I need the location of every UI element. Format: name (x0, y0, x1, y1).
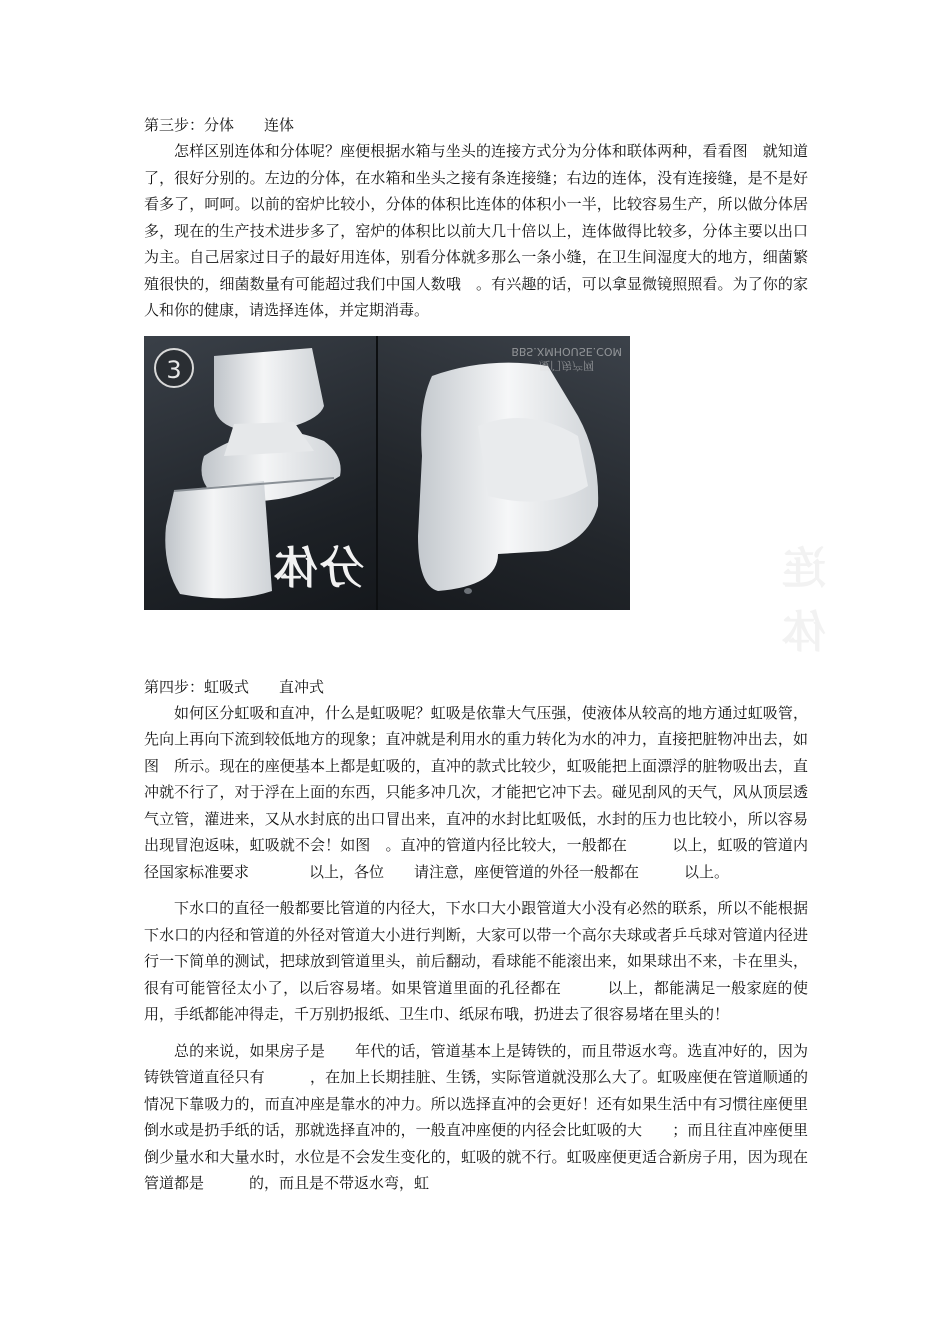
section4-paragraph-1: 如何区分虹吸和直冲，什么是虹吸呢？虹吸是依靠大气压强，使液体从较高的地方通过虹吸管，先向上再向下流到较低地方的现象；直冲就是利用水的重力转化为水的冲力，直接把脏物冲出去，如图 所示。现在的座便基本上都是虹吸的，直冲的款式比较少，虹吸能把上面漂浮的脏物吸出去，直冲就不行了，对于浮在上面的东西，只能多冲几次，才能把它冲下去。碰见刮风的天气，风从顶层透气立管，灌进来，又从水封底的出口冒出来，直冲的水封比虹吸低，水封的压力也比较小，所以容易出现冒泡返味，虹吸就不会！如图 。直冲的管道内径比较大，一般都在 以上，虹吸的管道内径国家标准要求 以上，各位 请注意，座便管道的外径一般都在 以上。 (144, 703, 808, 881)
step-number-badge: 3 (154, 348, 194, 388)
document-page (144, 112, 826, 1197)
split-label: 分体 (272, 542, 364, 594)
site-watermark (511, 344, 622, 372)
watermark-line-1: 厦门房产网 (539, 358, 595, 372)
section3-heading: 第三步：分体 连体 (144, 116, 295, 134)
paragraph-gap (144, 1028, 808, 1038)
one-piece-label: 连体 (780, 542, 826, 658)
paragraph-gap (144, 885, 808, 895)
section-spacer (144, 610, 808, 674)
section4-paragraph-2: 下水口的直径一般都要比管道的内径大，下水口大小跟管道大小没有必然的联系，所以不能根据下水口的内径和管道的外径对管道大小进行判断，大家可以带一个高尔夫球或者乒乓球对管道内径进行一下简单的测试，把球放到管道里头，前后翻动，看球能不能滚出来，如果球出不来，卡在里头，很有可能管径太小了，以后容易堵。如果管道里面的孔径都在 以上，都能满足一般家庭的使用，手纸都能冲得走，千万别扔报纸、卫生巾、纸尿布哦，扔进去了很容易堵在里头的！ (144, 899, 808, 1023)
split-toilet-photo (144, 336, 376, 610)
section4-heading: 第四步：虹吸式 直冲式 (144, 677, 325, 696)
section4-paragraph-3: 总的来说，如果房子是 年代的话，管道基本上是铸铁的，而且带返水弯。选直冲好的，因为铸铁管道直径只有 ，在加上长期挂脏、生锈，实际管道就没那么大了。虹吸座便在管道顺通的情况下靠吸力的，而直冲座是靠水的冲力。所以选择直冲的会更好！还有如果生活中有习惯往座便里倒水或是扔手纸的话，那就选择直冲的，一般直冲座便的内径会比虹吸的大 ；而且往直冲座便里倒少量水和大量水时，水位是不会发生变化的，虹吸的就不行。虹吸座便更适合新房子用，因为现在管道都是 的，而且是不带返水弯，虹 (144, 1041, 808, 1192)
watermark-line-2: BBS.XMHOUSE.COM (511, 344, 622, 358)
toilet-comparison-photo (144, 336, 826, 658)
section3-paragraph: 怎样区别连体和分体呢？座便根据水箱与坐头的连接方式分为分体和联体两种，看看图 就知道了，很好分别的。左边的分体，在水箱和坐头之接有条连接缝；右边的连体，没有连接缝，是不是好看多了，呵呵。以前的窑炉比较小，分体的体积比连体的体积小一半，比较容易生产，所以做分体居多，现在的生产技术进步多了，窑炉的体积比以前大几十倍以上，连体做得比较多，分体主要以出口为主。自己居家过日子的最好用连体，别看分体就多那么一条小缝，在卫生间湿度大的地方，细菌繁殖很快的，细菌数量有可能超过我们中国人数哦 。有兴趣的话，可以拿显微镜照照看。为了你的家人和你的健康，请选择连体，并定期消毒。 (144, 142, 808, 319)
one-piece-toilet-illustration (378, 336, 630, 610)
one-piece-toilet-photo (378, 336, 826, 658)
